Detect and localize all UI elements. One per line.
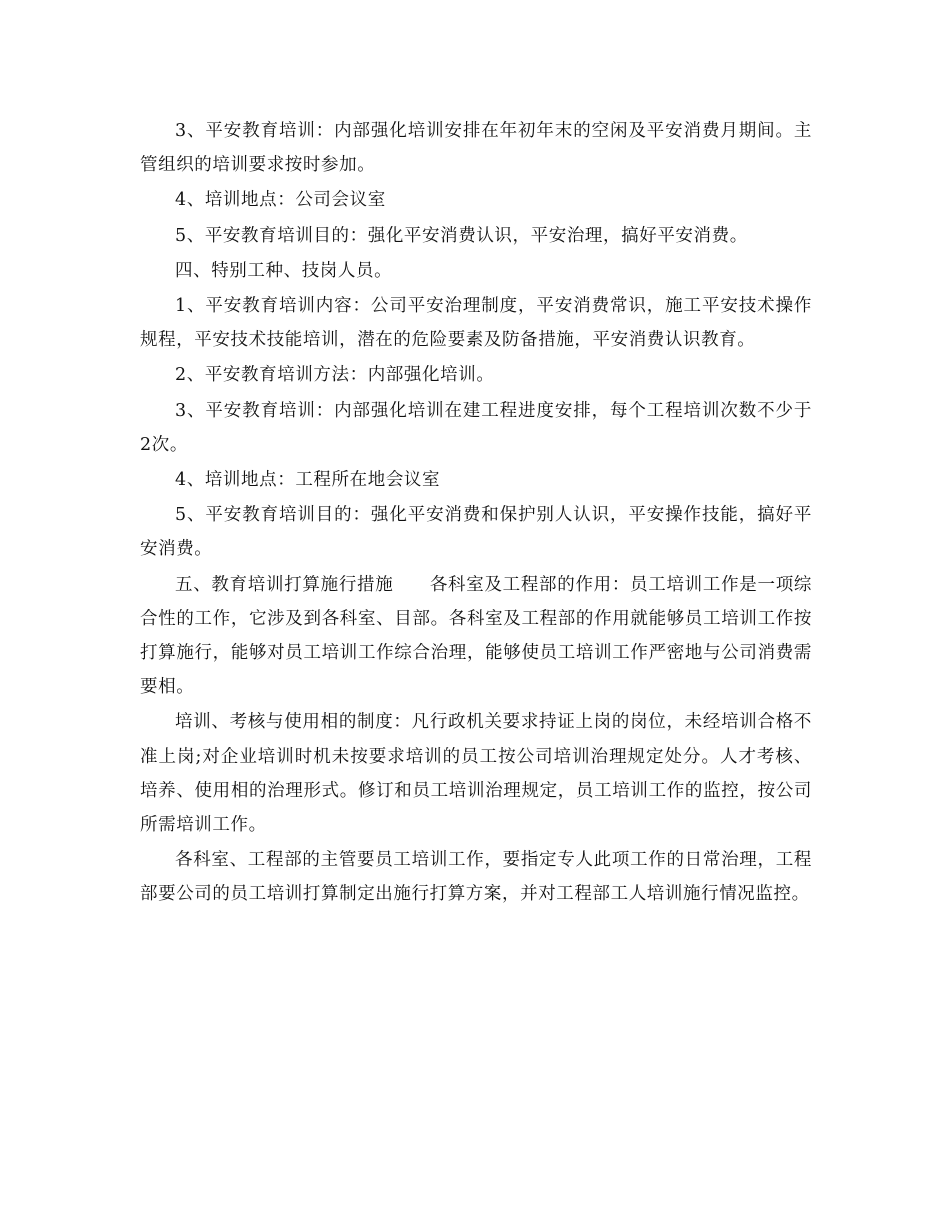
document-body: [140, 114, 812, 912]
paragraph-special-training-method: 2、平安教育培训方法：内部强化培训。: [175, 365, 495, 386]
paragraph-safety-training-schedule: 3、平安教育培训：内部强化培训安排在年初年末的空闲及平安消费月期间。主管组织的培训要求按时参加。: [140, 121, 812, 176]
paragraph-special-training-content: 1、平安教育培训内容：公司平安治理制度，平安消费常识，施工平安技术操作规程，平安技术技能培训，潜在的危险要素及防备措施，平安消费认识教育。: [140, 296, 812, 351]
section-heading-special-workers: 四、特别工种、技岗人员。: [175, 260, 393, 281]
paragraph-assessment-system: 培训、考核与使用相的制度：凡行政机关要求持证上岗的岗位，未经培训合格不准上岗;对企业培训时机未按要求培训的员工按公司培训治理规定处分。人才考核、培养、使用相的治理形式。修订和员工培训治理规定，员工培训工作的监控，按公司所需培训工作。: [140, 712, 812, 836]
paragraph-training-purpose: 5、平安教育培训目的：强化平安消费认识，平安治理，搞好平安消费。: [175, 225, 748, 246]
paragraph-special-training-purpose: 5、平安教育培训目的：强化平安消费和保护别人认识，平安操作技能，搞好平安消费。: [140, 505, 812, 560]
paragraph-special-training-schedule: 3、平安教育培训：内部强化培训在建工程进度安排，每个工程培训次数不少于2次。: [140, 400, 812, 455]
paragraph-department-responsibility: 各科室、工程部的主管要员工培训工作，要指定专人此项工作的日常治理，工程部要公司的员工培训打算制定出施行打算方案，并对工程部工人培训施行情况监控。: [140, 850, 812, 905]
paragraph-special-training-location: 4、培训地点：工程所在地会议室: [175, 470, 441, 491]
paragraph-training-location: 4、培训地点：公司会议室: [175, 190, 386, 211]
paragraph-implementation-measures: 五、教育培训打算施行措施 各科室及工程部的作用：员工培训工作是一项综合性的工作，它涉及到各科室、目部。各科室及工程部的作用就能够员工培训工作按打算施行，能够对员工培训工作综合治理，能够使员工培训工作严密地与公司消费需要相。: [140, 574, 812, 698]
